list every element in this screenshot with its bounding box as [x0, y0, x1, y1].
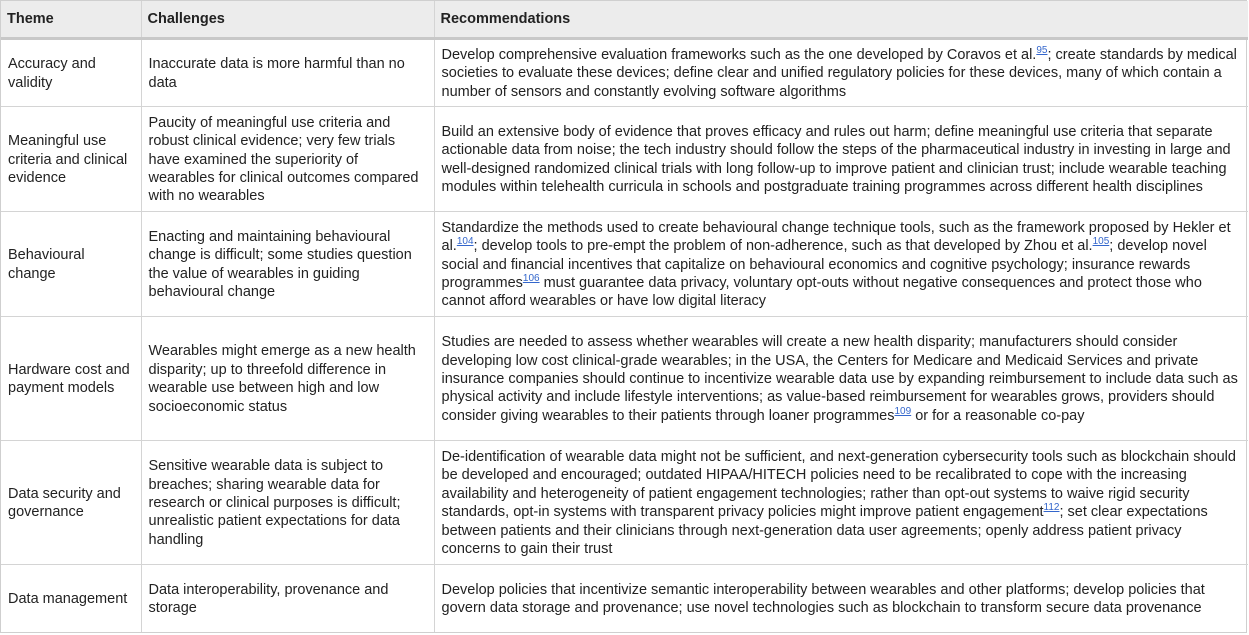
recommendations-cell: De-identification of wearable data might not be sufficient, and next-generation cybersecurity tools such as blockchain should be developed and encouraged; outdated HIPAA/HITECH policies need to be recalibrated to cope with the increasing availability and heterogeneity of patient engagement technologies; rather than opt-out systems to waive rigid security standards, opt-in systems with transparent privacy policies might improve patient engagement$^{112}$; set clear expectations between patients and their clinicians through next-generation data user agreements; openly address patient privacy concerns to gain their trust: [434, 441, 1248, 565]
challenges-cell: Inaccurate data is more harmful than no data: [141, 39, 434, 107]
recommendations-cell: Develop comprehensive evaluation frameworks such as the one developed by Coravos et al.$^{95}$; create standards by medical societies to evaluate these devices; define clear and unified regulatory policies for these devices, many of which contain a number of sensors and constantly evolving software algorithms: [434, 39, 1248, 107]
table-row: [1, 441, 1248, 565]
reference-link[interactable]: 95: [1036, 45, 1048, 57]
recommendations-cell: Develop policies that incentivize semantic interoperability between wearables and other platforms; develop policies that govern data storage and provenance; use novel technologies such as blockchain to transform secure data provenance: [441, 581, 1205, 616]
recommendations-cell: Build an extensive body of evidence that proves efficacy and rules out harm; define meaningful use criteria that separate actionable data from noise; the tech industry should follow the steps of the pharmaceutical industry in investing in large and well-designed randomized clinical trials with long follow-up to improve patient and clinician trust; include wearable teaching modules within telehealth curricula in schools and postgraduate training programmes across different health disciplines: [434, 107, 1248, 212]
challenges-cell: Sensitive wearable data is subject to breaches; sharing wearable data for research or clinical purposes is difficult; unrealistic patient expectations for data handling: [141, 441, 434, 565]
header-challenges: Challenges: [141, 1, 434, 39]
header-recommendations: Recommendations: [434, 1, 1248, 39]
recommendations-cell: Studies are needed to assess whether wearables will create a new health disparity; manufacturers should consider developing low cost clinical-grade wearables; in the USA, the Centers for Medicare and Medicaid Services and private insurance companies should continue to incentivize wearable data use by expanding reimbursement to include data such as physical activity and include lifestyle interventions; as value-based reimbursement for wearables grows, providers should consider giving wearables to their patients through loaner programmes$^{109}$ or for a reasonable co-pay: [434, 317, 1248, 441]
recommendations-cell: Standardize the methods used to create behavioural change technique tools, such as the framework proposed by Hekler et al.$^{104}$; develop tools to pre-empt the problem of non-adherence, such as that developed by Zhou et al.$^{105}$; develop novel social and financial incentives that capitalize on behavioural economics and cognitive psychology; insurance rewards programmes$^{106}$ must guarantee data privacy, voluntary opt-outs without negative consequences and protect those who cannot afford wearables or have low digital literacy: [434, 212, 1248, 317]
challenges-cell: Wearables might emerge as a new health disparity; up to threefold difference in wearable use between high and low socioeconomic status: [141, 317, 434, 441]
table-header-row: [1, 1, 1248, 39]
recommendations-table: [1, 1, 1248, 632]
table-row: [1, 107, 1248, 212]
challenges-cell: Enacting and maintaining behavioural change is difficult; some studies question the value of wearables in guiding behavioural change: [141, 212, 434, 317]
reference-link[interactable]: 104: [456, 236, 474, 248]
table-row: [1, 39, 1248, 107]
challenges-cell: Data interoperability, provenance and storage: [141, 565, 434, 632]
theme-cell: Behavioural change: [1, 212, 141, 317]
reference-link[interactable]: 106: [522, 273, 540, 285]
reference-link[interactable]: 105: [1092, 236, 1110, 248]
challenges-cell: Paucity of meaningful use criteria and robust clinical evidence; very few trials have examined the superiority of wearables for clinical outcomes compared with no wearables: [141, 107, 434, 212]
reference-link[interactable]: 112: [1043, 502, 1060, 514]
header-theme: Theme: [1, 1, 141, 39]
theme-cell: Data security and governance: [1, 441, 141, 565]
reference-link[interactable]: 109: [894, 406, 912, 417]
theme-cell: Hardware cost and payment models: [1, 317, 141, 441]
theme-cell: Data management: [1, 565, 141, 632]
table-row: [1, 317, 1248, 441]
theme-cell: Meaningful use criteria and clinical evidence: [1, 107, 141, 212]
table-row: [1, 565, 1248, 632]
theme-cell: Accuracy and validity: [1, 39, 141, 107]
table-row: [1, 212, 1248, 317]
